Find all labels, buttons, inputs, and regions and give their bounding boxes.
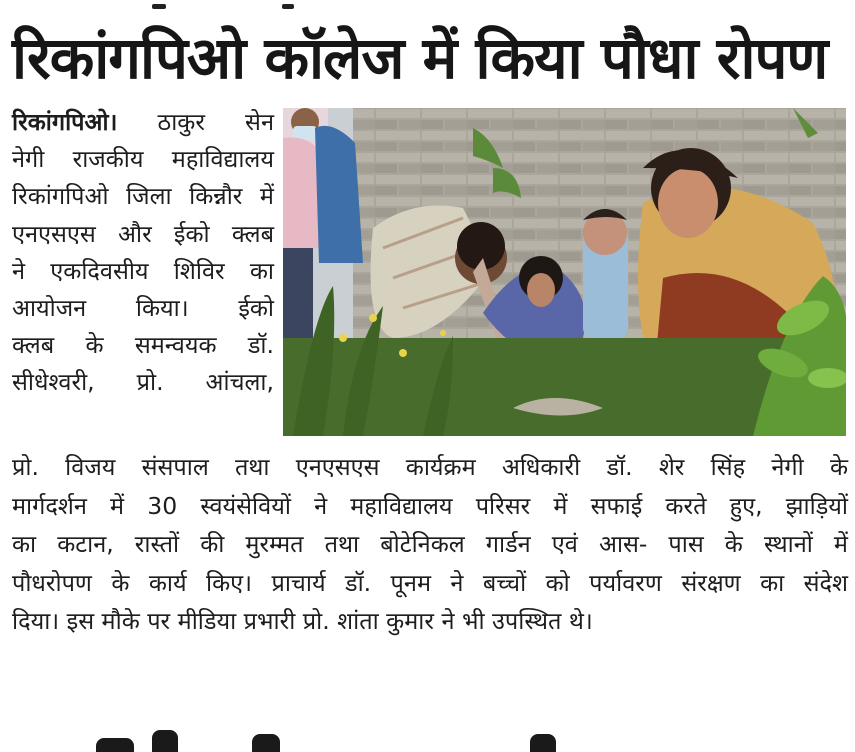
article-body bbox=[12, 448, 848, 641]
body-line: दिया। इस मौके पर मीडिया प्रभारी प्रो. शांता कुमार ने भी उपस्थित थे। bbox=[12, 607, 593, 636]
column-line: नेगी राजकीय महाविद्यालय bbox=[12, 145, 274, 174]
column-line: सीधेश्वरी, प्रो. आंचला, bbox=[12, 368, 274, 397]
body-line: मार्गदर्शन में 30 स्वयंसेवियों ने महाविद्यालय परिसर में सफाई करते हुए, झाड़ियों bbox=[12, 491, 848, 520]
column-line: आयोजन किया। ईको bbox=[12, 294, 274, 323]
column-line: एनएसएस और ईको क्लब bbox=[12, 219, 274, 248]
cropped-previous-article bbox=[0, 0, 855, 16]
body-line: प्रो. विजय संसपाल तथा एनएसएस कार्यक्रम अधिकारी डॉ. शेर सिंह नेगी के bbox=[12, 453, 848, 481]
news-photo bbox=[283, 108, 846, 436]
intro-column bbox=[12, 104, 274, 402]
column-line: ने एकदिवसीय शिविर का bbox=[12, 256, 274, 285]
cropped-next-headline bbox=[0, 712, 855, 752]
column-line bbox=[12, 104, 274, 141]
body-line: का कटान, रास्तों की मुरम्मत तथा बोटेनिकल गार्डन एवं आस- पास के स्थानों में bbox=[12, 530, 848, 559]
column-line: रिकांगपिओ जिला किन्नौर में bbox=[12, 182, 274, 211]
dateline: रिकांगपिओ। bbox=[12, 108, 118, 136]
plantation-photo bbox=[283, 108, 846, 436]
column-line-text: ठाकुर सेन bbox=[117, 108, 274, 136]
body-line: पौधरोपण के कार्य किए। प्राचार्य डॉ. पूनम ने बच्चों को पर्यावरण संरक्षण का संदेश bbox=[12, 568, 848, 597]
headline: रिकांगपिओ कॉलेज में किया पौधा रोपण bbox=[12, 24, 828, 92]
column-line: क्लब के समन्वयक डॉ. bbox=[12, 331, 274, 360]
